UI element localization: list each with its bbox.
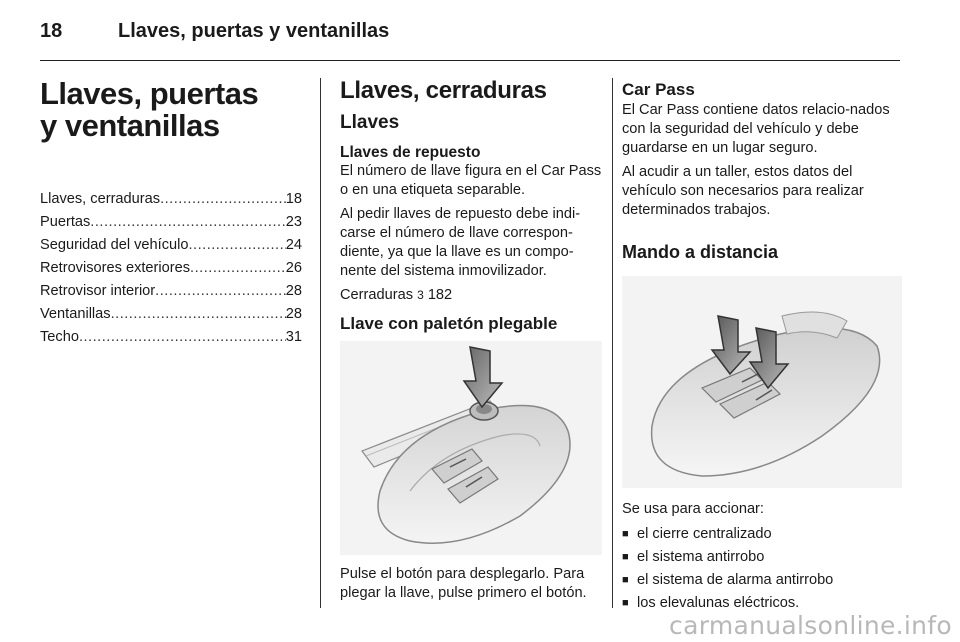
toc-label: Ventanillas bbox=[40, 306, 111, 322]
locks-reference-text: Cerraduras bbox=[340, 287, 413, 303]
list-item-text: el cierre centralizado bbox=[637, 526, 772, 542]
folding-key-heading: Llave con paletón plegable bbox=[340, 314, 558, 333]
reference-arrow-icon: 3 bbox=[417, 288, 424, 302]
remote-key-icon bbox=[622, 276, 902, 488]
toc-item[interactable] bbox=[40, 326, 302, 349]
spare-keys-paragraph-2: Al pedir llaves de repuesto debe indi-carse el número de llave correspon-diente, ya que la llave es un compo-nente del sistema inmovilizador. bbox=[340, 206, 581, 279]
toc-leader bbox=[90, 211, 285, 234]
toc-item[interactable] bbox=[40, 211, 302, 234]
toc-item[interactable] bbox=[40, 234, 302, 257]
toc-page: 26 bbox=[285, 260, 302, 276]
folding-key-icon bbox=[340, 341, 602, 555]
remote-intro: Se usa para accionar: bbox=[622, 501, 764, 517]
bullet-square-icon: ■ bbox=[622, 551, 629, 563]
list-item bbox=[622, 523, 902, 546]
toc-label: Puertas bbox=[40, 214, 91, 230]
toc-page: 18 bbox=[285, 191, 302, 207]
section-title: Llaves, cerraduras bbox=[340, 77, 547, 104]
folding-key-illustration bbox=[340, 341, 602, 555]
remote-control-heading: Mando a distancia bbox=[622, 242, 779, 262]
page-header-number: 18 bbox=[40, 20, 63, 42]
toc-page: 23 bbox=[285, 214, 302, 230]
subsection-title: Llaves bbox=[340, 112, 400, 133]
car-pass-paragraph-2: Al acudir a un taller, estos datos del vehículo son necesarios para realizar determinados trabajos. bbox=[622, 164, 864, 218]
column-divider-2 bbox=[612, 78, 613, 608]
remote-functions-list bbox=[622, 523, 902, 615]
list-item bbox=[622, 569, 902, 592]
toc-leader bbox=[111, 303, 286, 326]
toc-item[interactable] bbox=[40, 280, 302, 303]
remote-control-illustration bbox=[622, 276, 902, 488]
column-divider-1 bbox=[320, 78, 321, 608]
toc-page: 28 bbox=[285, 283, 302, 299]
car-pass-column bbox=[622, 78, 902, 615]
locks-reference-page[interactable]: 182 bbox=[427, 287, 453, 303]
toc-label: Techo bbox=[40, 329, 79, 345]
locks-reference bbox=[340, 286, 602, 305]
header-rule bbox=[40, 60, 900, 61]
toc-label: Seguridad del vehículo bbox=[40, 237, 189, 253]
chapter-title bbox=[40, 78, 302, 142]
toc-leader bbox=[160, 188, 286, 211]
toc-label: Retrovisores exteriores bbox=[40, 260, 191, 276]
toc-label: Retrovisor interior bbox=[40, 283, 156, 299]
bullet-square-icon: ■ bbox=[622, 528, 629, 540]
toc-page: 24 bbox=[285, 237, 302, 253]
toc-item[interactable] bbox=[40, 188, 302, 211]
toc-page: 28 bbox=[285, 306, 302, 322]
bullet-square-icon: ■ bbox=[622, 574, 629, 586]
toc-page: 31 bbox=[285, 329, 302, 345]
list-item bbox=[622, 546, 902, 569]
table-of-contents bbox=[40, 188, 302, 349]
toc-leader bbox=[79, 326, 286, 349]
toc-leader bbox=[188, 234, 285, 257]
toc-item[interactable] bbox=[40, 303, 302, 326]
spare-keys-heading: Llaves de repuesto bbox=[340, 144, 481, 161]
chapter-column bbox=[40, 78, 302, 349]
watermark: carmanualsonline.info bbox=[669, 611, 952, 640]
bullet-square-icon: ■ bbox=[622, 597, 629, 609]
car-pass-heading: Car Pass bbox=[622, 80, 695, 99]
list-item-text: los elevalunas eléctricos. bbox=[637, 595, 800, 611]
list-item-text: el sistema antirrobo bbox=[637, 549, 765, 565]
folding-key-paragraph: Pulse el botón para desplegarlo. Para plegar la llave, pulse primero el botón. bbox=[340, 566, 587, 601]
spare-keys-paragraph-1: El número de llave figura en el Car Pass o en una etiqueta separable. bbox=[340, 163, 602, 198]
list-item-text: el sistema de alarma antirrobo bbox=[637, 572, 834, 588]
chapter-title-line1: Llaves, puertas bbox=[40, 76, 259, 111]
toc-leader bbox=[155, 280, 286, 303]
page-header-title: Llaves, puertas y ventanillas bbox=[118, 20, 390, 42]
chapter-title-line2: y ventanillas bbox=[40, 108, 220, 143]
car-pass-paragraph-1: El Car Pass contiene datos relacio-nados con la seguridad del vehículo y debe guardarse en un lugar seguro. bbox=[622, 102, 890, 156]
toc-label: Llaves, cerraduras bbox=[40, 191, 161, 207]
toc-leader bbox=[190, 257, 286, 280]
toc-item[interactable] bbox=[40, 257, 302, 280]
keys-column bbox=[340, 78, 602, 603]
